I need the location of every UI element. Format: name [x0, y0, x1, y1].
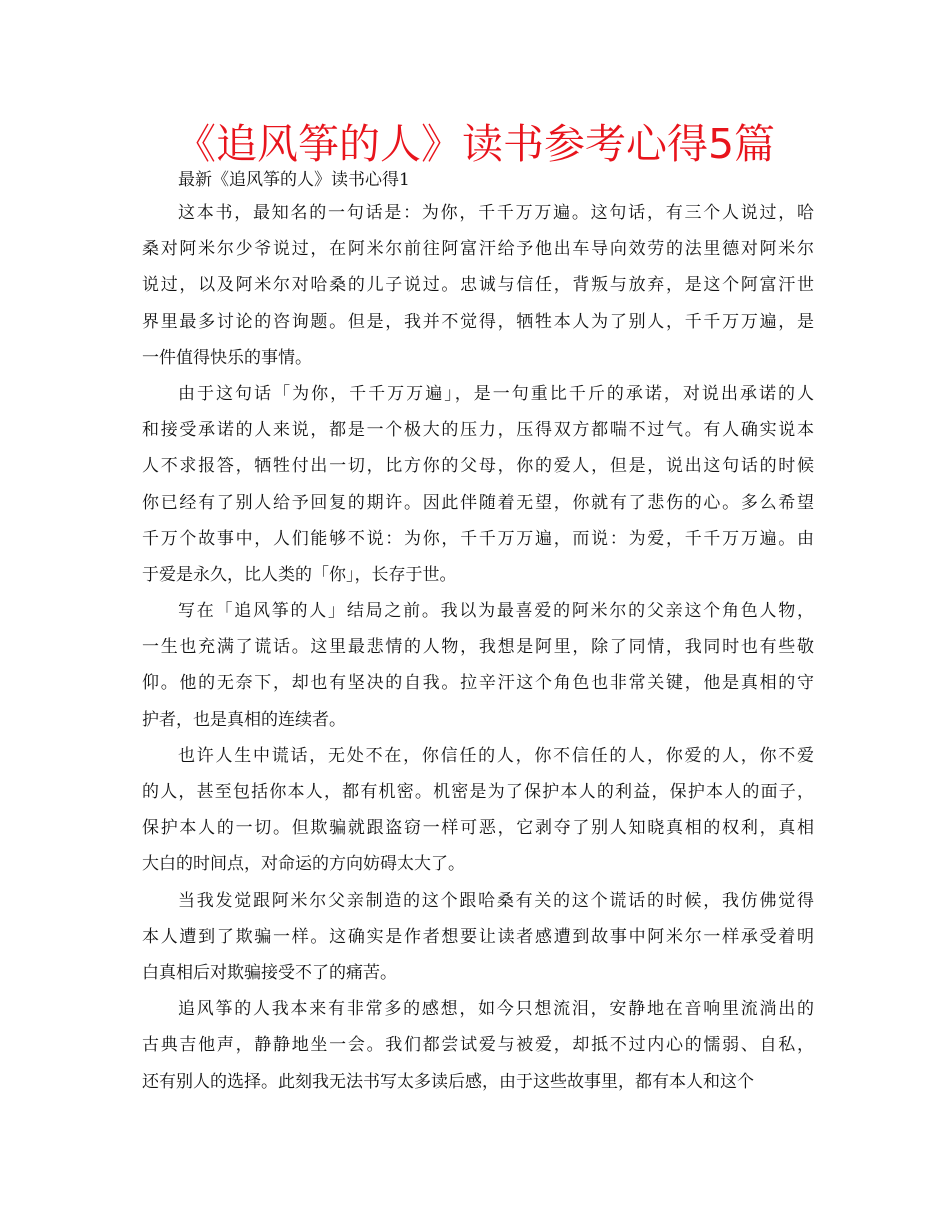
paragraph-line: 白真相后对欺骗接受不了的痛苦。: [142, 962, 397, 983]
document-title: 《追风筝的人》读书参考心得5篇: [174, 120, 776, 168]
paragraph-line: 本人遭到了欺骗一样。这确实是作者想要让读者感遭到故事中阿米尔一样承受着明: [142, 926, 814, 947]
paragraph: [142, 195, 814, 376]
paragraph-list: [142, 195, 814, 1100]
paragraph-line: 也许人生中谎话，无处不在，你信任的人，你不信任的人，你爱的人，你不爱: [178, 745, 814, 766]
paragraph-line: 古典吉他声，静静地坐一会。我们都尝试爱与被爱，却抵不过内心的懦弱、自私，: [142, 1035, 814, 1056]
paragraph: [142, 376, 814, 593]
document-subtitle: 最新《追风筝的人》读书心得1: [178, 170, 410, 190]
paragraph: [142, 738, 814, 883]
document-body: [142, 165, 814, 1100]
paragraph-line: 保护本人的一切。但欺骗就跟盗窃一样可恶，它剥夺了别人知晓真相的权利，真相: [142, 818, 814, 839]
paragraph-line: 护者，也是真相的连续者。: [142, 709, 346, 730]
paragraph-line: 人不求报答，牺牲付出一切，比方你的父母，你的爱人，但是，说出这句话的时候: [142, 456, 814, 477]
paragraph-line: 还有别人的选择。此刻我无法书写太多读后感，由于这些故事里，都有本人和这个: [142, 1071, 754, 1092]
paragraph: [142, 593, 814, 738]
paragraph-line: 这本书，最知名的一句话是：为你，千千万万遍。这句话，有三个人说过，哈: [178, 203, 814, 223]
paragraph-line: 写在「追风筝的人」结局之前。我以为最喜爱的阿米尔的父亲这个角色人物，: [178, 601, 814, 622]
paragraph: [142, 991, 814, 1100]
paragraph-line: 和接受承诺的人来说，都是一个极大的压力，压得双方都喘不过气。有人确实说本: [142, 420, 814, 441]
paragraph: [142, 883, 814, 992]
paragraph-line: 仰。他的无奈下，却也有坚决的自我。拉辛汗这个角色也非常关键，他是真相的守: [142, 673, 814, 694]
paragraph-line: 你已经有了别人给予回复的期许。因此伴随着无望，你就有了悲伤的心。多么希望: [142, 492, 814, 513]
paragraph-line: 一生也充满了谎话。这里最悲情的人物，我想是阿里，除了同情，我同时也有些敬: [142, 637, 814, 658]
paragraph-line: 追风筝的人我本来有非常多的感想，如今只想流泪，安静地在音响里流淌出的: [178, 999, 814, 1020]
paragraph-line: 当我发觉跟阿米尔父亲制造的这个跟哈桑有关的这个谎话的时候，我仿佛觉得: [178, 890, 814, 911]
paragraph-line: 千万个故事中，人们能够不说：为你，千千万万遍，而说：为爱，千千万万遍。由: [142, 528, 814, 549]
paragraph-line: 界里最多讨论的咨询题。但是，我并不觉得，牺牲本人为了别人，千千万万遍，是: [142, 311, 814, 332]
paragraph-line: 大白的时间点，对命运的方向妨碍太大了。: [142, 854, 465, 875]
paragraph-line: 一件值得快乐的事情。: [142, 347, 312, 368]
paragraph-line: 的人，甚至包括你本人，都有机密。机密是为了保护本人的利益，保护本人的面子，: [142, 782, 814, 802]
paragraph-line: 桑对阿米尔少爷说过，在阿米尔前往阿富汗给予他出车导向效劳的法里德对阿米尔: [142, 239, 814, 260]
paragraph-line: 说过，以及阿米尔对哈桑的儿子说过。忠诚与信任，背叛与放弃，是这个阿富汗世: [142, 275, 814, 296]
paragraph-line: 于爱是永久，比人类的「你」，长存于世。: [142, 564, 457, 585]
paragraph-line: 由于这句话「为你，千千万万遍」，是一句重比千斤的承诺，对说出承诺的人: [178, 383, 814, 404]
